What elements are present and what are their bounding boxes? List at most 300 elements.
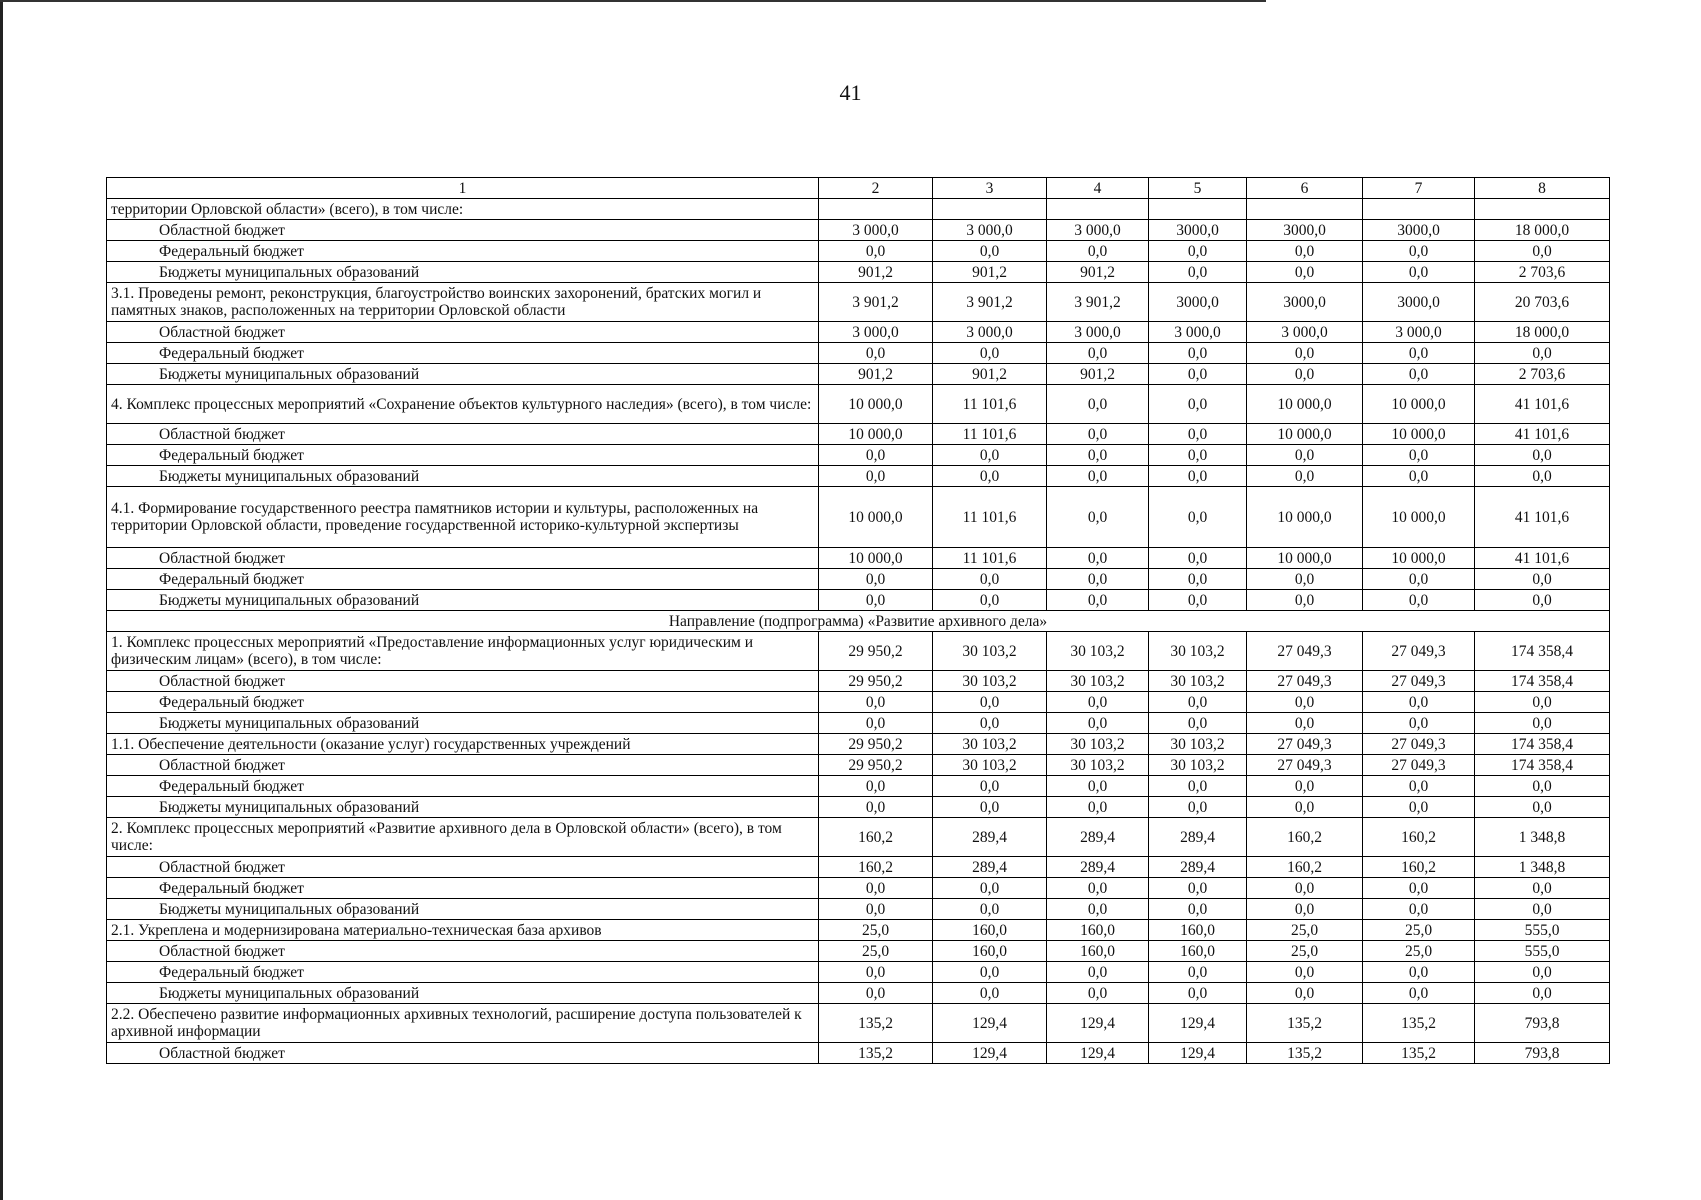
value-cell: 27 049,3: [1363, 734, 1475, 755]
value-cell: 25,0: [1247, 920, 1363, 941]
value-cell: 793,8: [1475, 1004, 1610, 1043]
value-cell: 0,0: [1047, 713, 1149, 734]
row-label: Федеральный бюджет: [107, 776, 819, 797]
value-cell: 0,0: [1247, 878, 1363, 899]
value-cell: 0,0: [1247, 445, 1363, 466]
value-cell: 0,0: [819, 962, 933, 983]
page-number: 41: [839, 80, 862, 105]
column-header: 1: [107, 178, 819, 199]
row-label: Бюджеты муниципальных образований: [107, 262, 819, 283]
value-cell: [1047, 199, 1149, 220]
value-cell: 0,0: [1149, 424, 1247, 445]
table-row: [107, 364, 1610, 385]
value-cell: 30 103,2: [1047, 734, 1149, 755]
value-cell: 0,0: [1149, 487, 1247, 548]
value-cell: 3 000,0: [1149, 322, 1247, 343]
value-cell: 0,0: [819, 776, 933, 797]
value-cell: 901,2: [1047, 364, 1149, 385]
value-cell: 0,0: [933, 713, 1047, 734]
value-cell: 0,0: [819, 878, 933, 899]
value-cell: 289,4: [1047, 818, 1149, 857]
value-cell: 0,0: [1363, 713, 1475, 734]
value-cell: 11 101,6: [933, 487, 1047, 548]
value-cell: 135,2: [1247, 1004, 1363, 1043]
value-cell: 160,2: [1247, 818, 1363, 857]
column-header: 7: [1363, 178, 1475, 199]
value-cell: 0,0: [1247, 466, 1363, 487]
value-cell: 11 101,6: [933, 424, 1047, 445]
table-row: [107, 797, 1610, 818]
value-cell: 0,0: [1247, 797, 1363, 818]
value-cell: 10 000,0: [819, 385, 933, 424]
value-cell: [1247, 199, 1363, 220]
value-cell: 3 901,2: [933, 283, 1047, 322]
value-cell: 555,0: [1475, 941, 1610, 962]
value-cell: 0,0: [1363, 776, 1475, 797]
value-cell: 41 101,6: [1475, 487, 1610, 548]
value-cell: 174 358,4: [1475, 671, 1610, 692]
value-cell: 0,0: [933, 983, 1047, 1004]
row-label: Федеральный бюджет: [107, 569, 819, 590]
value-cell: 160,2: [819, 818, 933, 857]
table-row: [107, 569, 1610, 590]
value-cell: 0,0: [1475, 797, 1610, 818]
value-cell: 174 358,4: [1475, 734, 1610, 755]
value-cell: 30 103,2: [933, 734, 1047, 755]
value-cell: 3 000,0: [819, 322, 933, 343]
table-row: [107, 776, 1610, 797]
value-cell: 0,0: [1475, 343, 1610, 364]
value-cell: 11 101,6: [933, 385, 1047, 424]
value-cell: 18 000,0: [1475, 220, 1610, 241]
value-cell: 25,0: [1363, 920, 1475, 941]
value-cell: 0,0: [1363, 590, 1475, 611]
row-label: Федеральный бюджет: [107, 343, 819, 364]
value-cell: 135,2: [1247, 1043, 1363, 1064]
scan-edge-top: [0, 0, 1266, 2]
value-cell: 0,0: [1149, 692, 1247, 713]
row-label: Федеральный бюджет: [107, 241, 819, 262]
table-row: [107, 1004, 1610, 1043]
value-cell: 0,0: [1247, 776, 1363, 797]
value-cell: 25,0: [819, 920, 933, 941]
value-cell: 30 103,2: [1047, 671, 1149, 692]
value-cell: 0,0: [1363, 962, 1475, 983]
value-cell: 20 703,6: [1475, 283, 1610, 322]
value-cell: 3000,0: [1363, 220, 1475, 241]
value-cell: 0,0: [1047, 797, 1149, 818]
value-cell: 29 950,2: [819, 632, 933, 671]
table-row: [107, 241, 1610, 262]
value-cell: 0,0: [1475, 776, 1610, 797]
table-row: [107, 322, 1610, 343]
value-cell: 0,0: [1149, 385, 1247, 424]
value-cell: 0,0: [819, 445, 933, 466]
value-cell: 0,0: [933, 776, 1047, 797]
value-cell: 0,0: [1247, 962, 1363, 983]
row-label: Бюджеты муниципальных образований: [107, 983, 819, 1004]
value-cell: [819, 199, 933, 220]
value-cell: [1363, 199, 1475, 220]
value-cell: 3 000,0: [933, 220, 1047, 241]
value-cell: 0,0: [1149, 713, 1247, 734]
value-cell: 129,4: [1047, 1043, 1149, 1064]
table-row: [107, 818, 1610, 857]
value-cell: 0,0: [1363, 878, 1475, 899]
value-cell: 0,0: [1047, 878, 1149, 899]
value-cell: 0,0: [819, 899, 933, 920]
row-label: Областной бюджет: [107, 220, 819, 241]
value-cell: 0,0: [1475, 445, 1610, 466]
value-cell: 0,0: [1475, 983, 1610, 1004]
value-cell: 30 103,2: [1047, 755, 1149, 776]
value-cell: 160,0: [1047, 920, 1149, 941]
budget-table: [106, 177, 1610, 1064]
table-row: [107, 671, 1610, 692]
value-cell: 160,2: [1363, 818, 1475, 857]
table-row: [107, 920, 1610, 941]
value-cell: 10 000,0: [1247, 548, 1363, 569]
row-label: 1.1. Обеспечение деятельности (оказание услуг) государственных учреждений: [107, 734, 819, 755]
row-label: Федеральный бюджет: [107, 878, 819, 899]
row-label: 4.1. Формирование государственного реестра памятников истории и культуры, расположенных на территории Орловской области, проведение государственной историко-культурной экспертизы: [107, 487, 819, 548]
value-cell: 0,0: [1149, 569, 1247, 590]
value-cell: 289,4: [1149, 857, 1247, 878]
table-row: [107, 385, 1610, 424]
value-cell: 0,0: [1149, 776, 1247, 797]
table-row: [107, 1043, 1610, 1064]
value-cell: 0,0: [933, 878, 1047, 899]
table-row: [107, 983, 1610, 1004]
table-row: [107, 487, 1610, 548]
value-cell: 0,0: [1247, 569, 1363, 590]
value-cell: 0,0: [1047, 487, 1149, 548]
value-cell: 0,0: [1149, 343, 1247, 364]
value-cell: 10 000,0: [1247, 424, 1363, 445]
value-cell: 0,0: [1047, 899, 1149, 920]
value-cell: 0,0: [1149, 590, 1247, 611]
value-cell: 0,0: [1363, 364, 1475, 385]
value-cell: 3 901,2: [1047, 283, 1149, 322]
row-label: Областной бюджет: [107, 424, 819, 445]
value-cell: 555,0: [1475, 920, 1610, 941]
value-cell: 160,0: [1149, 920, 1247, 941]
value-cell: 27 049,3: [1247, 632, 1363, 671]
row-label: 2.1. Укреплена и модернизирована материально-техническая база архивов: [107, 920, 819, 941]
value-cell: 135,2: [1363, 1004, 1475, 1043]
table-row: [107, 199, 1610, 220]
value-cell: 27 049,3: [1247, 734, 1363, 755]
value-cell: 0,0: [933, 569, 1047, 590]
column-header: 3: [933, 178, 1047, 199]
value-cell: 3000,0: [1247, 220, 1363, 241]
value-cell: 0,0: [933, 797, 1047, 818]
value-cell: 289,4: [1047, 857, 1149, 878]
value-cell: 30 103,2: [933, 671, 1047, 692]
value-cell: 0,0: [933, 692, 1047, 713]
value-cell: 0,0: [1475, 590, 1610, 611]
value-cell: 0,0: [1475, 692, 1610, 713]
value-cell: 29 950,2: [819, 734, 933, 755]
row-label: 2.2. Обеспечено развитие информационных архивных технологий, расширение доступа пользователей к архивной информации: [107, 1004, 819, 1043]
value-cell: 30 103,2: [1149, 632, 1247, 671]
value-cell: 0,0: [1247, 241, 1363, 262]
table-row: [107, 548, 1610, 569]
row-label: 1. Комплекс процессных мероприятий «Предоставление информационных услуг юридическим и физическим лицам» (всего), в том числе:: [107, 632, 819, 671]
value-cell: 0,0: [1475, 241, 1610, 262]
value-cell: 0,0: [1247, 983, 1363, 1004]
value-cell: 0,0: [1363, 241, 1475, 262]
value-cell: 0,0: [1363, 262, 1475, 283]
value-cell: 1 348,8: [1475, 857, 1610, 878]
value-cell: 0,0: [1047, 692, 1149, 713]
value-cell: 160,0: [933, 941, 1047, 962]
value-cell: 0,0: [1247, 713, 1363, 734]
row-label: Бюджеты муниципальных образований: [107, 899, 819, 920]
value-cell: 0,0: [1149, 548, 1247, 569]
value-cell: 0,0: [819, 569, 933, 590]
table-row: [107, 734, 1610, 755]
value-cell: 901,2: [819, 364, 933, 385]
value-cell: 30 103,2: [1149, 734, 1247, 755]
row-label: 3.1. Проведены ремонт, реконструкция, благоустройство воинских захоронений, братских могил и памятных знаков, расположенных на территории Орловской области: [107, 283, 819, 322]
table-row: [107, 857, 1610, 878]
value-cell: 3 901,2: [819, 283, 933, 322]
row-label: Бюджеты муниципальных образований: [107, 364, 819, 385]
value-cell: 160,0: [933, 920, 1047, 941]
table-header-row: [107, 178, 1610, 199]
value-cell: 0,0: [819, 983, 933, 1004]
value-cell: 3 000,0: [1047, 220, 1149, 241]
row-label: Бюджеты муниципальных образований: [107, 466, 819, 487]
value-cell: 29 950,2: [819, 755, 933, 776]
table-row: [107, 962, 1610, 983]
table-row: [107, 713, 1610, 734]
value-cell: 160,0: [1149, 941, 1247, 962]
value-cell: 0,0: [933, 899, 1047, 920]
row-label: 4. Комплекс процессных мероприятий «Сохранение объектов культурного наследия» (всего), в том числе:: [107, 385, 819, 424]
value-cell: 0,0: [933, 962, 1047, 983]
value-cell: 3 000,0: [1247, 322, 1363, 343]
value-cell: 0,0: [1149, 962, 1247, 983]
row-label: Областной бюджет: [107, 548, 819, 569]
value-cell: 901,2: [933, 262, 1047, 283]
value-cell: 0,0: [1247, 590, 1363, 611]
value-cell: 10 000,0: [1363, 548, 1475, 569]
value-cell: 0,0: [933, 241, 1047, 262]
table-row: [107, 466, 1610, 487]
value-cell: 41 101,6: [1475, 424, 1610, 445]
value-cell: 0,0: [933, 466, 1047, 487]
table-row: [107, 283, 1610, 322]
value-cell: 10 000,0: [819, 424, 933, 445]
value-cell: 0,0: [1047, 424, 1149, 445]
value-cell: 0,0: [1149, 878, 1247, 899]
table-row: [107, 899, 1610, 920]
row-label: Бюджеты муниципальных образований: [107, 590, 819, 611]
value-cell: 0,0: [1247, 364, 1363, 385]
value-cell: 27 049,3: [1247, 671, 1363, 692]
table-body: [107, 178, 1610, 1064]
value-cell: 25,0: [819, 941, 933, 962]
value-cell: 3 000,0: [1363, 322, 1475, 343]
row-label: территории Орловской области» (всего), в том числе:: [107, 199, 819, 220]
value-cell: 129,4: [1047, 1004, 1149, 1043]
value-cell: 160,2: [1247, 857, 1363, 878]
value-cell: 0,0: [1047, 241, 1149, 262]
table-row: [107, 692, 1610, 713]
value-cell: 0,0: [1363, 445, 1475, 466]
value-cell: 0,0: [1047, 962, 1149, 983]
value-cell: 0,0: [819, 797, 933, 818]
value-cell: 0,0: [1363, 899, 1475, 920]
row-label: Бюджеты муниципальных образований: [107, 713, 819, 734]
value-cell: 793,8: [1475, 1043, 1610, 1064]
value-cell: 135,2: [1363, 1043, 1475, 1064]
row-label: Бюджеты муниципальных образований: [107, 797, 819, 818]
table-row: [107, 220, 1610, 241]
value-cell: 0,0: [1363, 797, 1475, 818]
value-cell: 0,0: [1047, 466, 1149, 487]
value-cell: 10 000,0: [1247, 487, 1363, 548]
value-cell: 0,0: [1149, 466, 1247, 487]
table-row: [107, 262, 1610, 283]
value-cell: 30 103,2: [1047, 632, 1149, 671]
value-cell: 27 049,3: [1247, 755, 1363, 776]
value-cell: 0,0: [1047, 590, 1149, 611]
value-cell: 0,0: [1363, 343, 1475, 364]
value-cell: 0,0: [1363, 983, 1475, 1004]
value-cell: 0,0: [1149, 262, 1247, 283]
row-label: Областной бюджет: [107, 755, 819, 776]
value-cell: 3 000,0: [1047, 322, 1149, 343]
value-cell: [1475, 199, 1610, 220]
value-cell: 1 348,8: [1475, 818, 1610, 857]
value-cell: 0,0: [1247, 343, 1363, 364]
value-cell: 29 950,2: [819, 671, 933, 692]
value-cell: 0,0: [1149, 797, 1247, 818]
table-row: [107, 424, 1610, 445]
value-cell: 0,0: [1047, 569, 1149, 590]
value-cell: 129,4: [933, 1043, 1047, 1064]
value-cell: 129,4: [1149, 1043, 1247, 1064]
value-cell: 901,2: [1047, 262, 1149, 283]
table-row: [107, 755, 1610, 776]
value-cell: 0,0: [1149, 445, 1247, 466]
row-label: Федеральный бюджет: [107, 692, 819, 713]
value-cell: 0,0: [1475, 962, 1610, 983]
row-label: Областной бюджет: [107, 941, 819, 962]
value-cell: 0,0: [1363, 692, 1475, 713]
value-cell: 0,0: [1047, 983, 1149, 1004]
value-cell: 174 358,4: [1475, 632, 1610, 671]
value-cell: 160,2: [819, 857, 933, 878]
value-cell: 30 103,2: [933, 755, 1047, 776]
section-title: Направление (подпрограмма) «Развитие архивного дела»: [107, 611, 1610, 632]
value-cell: 0,0: [1047, 343, 1149, 364]
value-cell: 0,0: [1475, 878, 1610, 899]
value-cell: 0,0: [1475, 466, 1610, 487]
value-cell: 160,0: [1047, 941, 1149, 962]
value-cell: 0,0: [933, 445, 1047, 466]
value-cell: 0,0: [819, 590, 933, 611]
value-cell: 3 000,0: [933, 322, 1047, 343]
value-cell: 0,0: [819, 241, 933, 262]
value-cell: 25,0: [1247, 941, 1363, 962]
row-label: 2. Комплекс процессных мероприятий «Развитие архивного дела в Орловской области» (всего), в том числе:: [107, 818, 819, 857]
row-label: Областной бюджет: [107, 322, 819, 343]
table-row: [107, 343, 1610, 364]
value-cell: 10 000,0: [1247, 385, 1363, 424]
value-cell: 0,0: [1363, 466, 1475, 487]
table-row: [107, 590, 1610, 611]
value-cell: 3000,0: [1363, 283, 1475, 322]
value-cell: 0,0: [1475, 569, 1610, 590]
table-row: [107, 941, 1610, 962]
value-cell: 0,0: [1363, 569, 1475, 590]
value-cell: 289,4: [933, 857, 1047, 878]
value-cell: 289,4: [1149, 818, 1247, 857]
table-row: [107, 445, 1610, 466]
value-cell: 41 101,6: [1475, 385, 1610, 424]
value-cell: 129,4: [933, 1004, 1047, 1043]
scan-edge-left: [0, 0, 3, 1200]
row-label: Федеральный бюджет: [107, 962, 819, 983]
value-cell: 289,4: [933, 818, 1047, 857]
value-cell: 0,0: [1247, 899, 1363, 920]
value-cell: 10 000,0: [819, 487, 933, 548]
value-cell: [933, 199, 1047, 220]
row-label: Областной бюджет: [107, 1043, 819, 1064]
value-cell: 160,2: [1363, 857, 1475, 878]
value-cell: 0,0: [819, 713, 933, 734]
value-cell: 0,0: [1149, 241, 1247, 262]
value-cell: 0,0: [1047, 385, 1149, 424]
value-cell: 0,0: [933, 590, 1047, 611]
value-cell: 0,0: [933, 343, 1047, 364]
value-cell: 135,2: [819, 1004, 933, 1043]
value-cell: 10 000,0: [1363, 487, 1475, 548]
column-header: 4: [1047, 178, 1149, 199]
table-row: [107, 632, 1610, 671]
value-cell: 27 049,3: [1363, 671, 1475, 692]
value-cell: 0,0: [1149, 983, 1247, 1004]
value-cell: 3000,0: [1149, 220, 1247, 241]
row-label: Областной бюджет: [107, 671, 819, 692]
section-row: [107, 611, 1610, 632]
value-cell: 0,0: [819, 466, 933, 487]
value-cell: 10 000,0: [1363, 424, 1475, 445]
value-cell: 174 358,4: [1475, 755, 1610, 776]
column-header: 8: [1475, 178, 1610, 199]
value-cell: 11 101,6: [933, 548, 1047, 569]
value-cell: 0,0: [1475, 713, 1610, 734]
value-cell: 3000,0: [1149, 283, 1247, 322]
value-cell: 901,2: [819, 262, 933, 283]
column-header: 6: [1247, 178, 1363, 199]
value-cell: 901,2: [933, 364, 1047, 385]
value-cell: 30 103,2: [933, 632, 1047, 671]
value-cell: [1149, 199, 1247, 220]
value-cell: 0,0: [819, 343, 933, 364]
value-cell: 27 049,3: [1363, 632, 1475, 671]
value-cell: 0,0: [1475, 899, 1610, 920]
value-cell: 2 703,6: [1475, 262, 1610, 283]
value-cell: 2 703,6: [1475, 364, 1610, 385]
value-cell: 41 101,6: [1475, 548, 1610, 569]
value-cell: 3000,0: [1247, 283, 1363, 322]
value-cell: 30 103,2: [1149, 755, 1247, 776]
